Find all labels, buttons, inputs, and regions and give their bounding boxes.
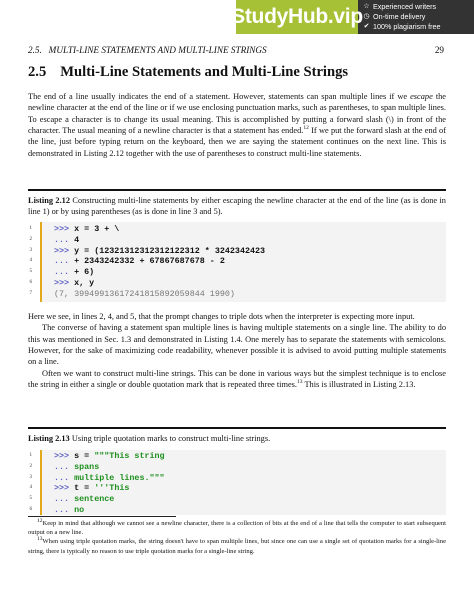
- footnote-text: When using triple quotation marks, the string doesn't have to span multiple lines, but since one can use a single set of quotation marks for a single-line string, there is typically no reason to use triple quotation marks for a single-line string.: [28, 538, 446, 555]
- line-number: 2: [29, 463, 32, 469]
- code-text: s =: [69, 451, 95, 461]
- footnote-ref[interactable]: 13: [297, 379, 303, 386]
- clock-icon: ◷: [363, 13, 370, 20]
- code-text: t =: [69, 483, 95, 494]
- feature-list: [362, 2, 472, 32]
- line-number: 7: [29, 290, 32, 296]
- code-text: + 6): [69, 267, 95, 278]
- code-prompt: >>>: [54, 483, 70, 494]
- running-header: [28, 45, 444, 55]
- code-text: x = 3 + \: [69, 224, 120, 234]
- code-line: [29, 267, 446, 278]
- line-number: 1: [29, 453, 32, 458]
- code-line: [29, 461, 446, 473]
- code-line: [29, 224, 446, 235]
- section-title: Multi-Line Statements and Multi-Line Strings: [60, 64, 349, 80]
- footnote-text: Keep in mind that although we cannot see a newline character, there is a collection of bits at the end of a line that tells the computer to start subsequent output on a new line.: [28, 520, 446, 537]
- code-line: [29, 234, 446, 246]
- line-number: 3: [29, 474, 32, 480]
- code-prompt: ...: [54, 494, 70, 505]
- code-prompt: >>>: [54, 451, 70, 461]
- code-prompt: ...: [54, 256, 70, 267]
- body-paragraphs: [28, 311, 446, 390]
- code-prompt: >>>: [54, 277, 70, 288]
- running-title: 2.5. MULTI-LINE STATEMENTS AND MULTI-LINE STRINGS: [28, 45, 267, 55]
- line-number: 6: [29, 279, 32, 285]
- line-number: 4: [29, 258, 32, 264]
- footnote-number: 13: [37, 536, 43, 543]
- star-icon: ☆: [363, 3, 370, 10]
- brand-name: StudyHub.vip: [231, 5, 363, 28]
- line-number: 2: [29, 236, 32, 242]
- code-string: """This string: [94, 451, 165, 461]
- code-line: [29, 483, 446, 494]
- paragraph: Here we see, in lines 2, 4, and 5, that the prompt changes to triple dots when the interpreter is expecting more input.: [28, 312, 415, 321]
- brand-logo[interactable]: [231, 0, 363, 34]
- code-string: no: [74, 504, 85, 515]
- feature-item: ☆ Experienced writers: [363, 2, 437, 11]
- section-heading: [28, 64, 348, 81]
- listing-caption: Listing 2.12 Constructing multi-line statements by either escaping the newline character at the end of the line (as is done in line 1) or by using parentheses (as is done in line 3 and 5).: [28, 196, 446, 217]
- line-number: 5: [29, 269, 32, 275]
- code-text: 4: [69, 234, 80, 245]
- feature-item: ✔ 100% plagiarism free: [363, 22, 441, 31]
- paragraph: The converse of having a statement span multiple lines is having multiple statements on a single line. The ability to do this was mentioned in Sec. 1.3 and demonstrated in Listing 1.4. One merely has to separate the statements with semicolons. However, for the sake of maximizing code readability, whenever possible it is advised to avoid putting multiple statements on a line.: [28, 323, 446, 367]
- line-number: 4: [29, 485, 32, 491]
- code-string: '''This: [94, 483, 130, 494]
- intro-paragraph: The end of a line usually indicates the end of a statement. However, statements can span multiple lines if we escape the newline character at the end of the line or if we use enclosing punctuation marks, such as parentheses, to span multiple lines. To escape a character is to change its usual meaning. This is accomplished by putting a forward slash (\) in front of the character. The usual meaning of a newline character is that a statement has ended.$^{12}$ If we put the forward slash at the end of the line, just before typing return on the keyboard, then we are saying the statement continues on the next line. This is demonstrated in Listing 2.12 together with the use of parentheses to construct multi-line statements.: [28, 92, 447, 158]
- footnote: [28, 519, 446, 537]
- code-line: [29, 494, 446, 505]
- code-prompt: ...: [54, 461, 70, 472]
- code-output: (7, 39949913617241815892059844 1990): [54, 288, 235, 299]
- code-prompt: >>>: [54, 245, 70, 256]
- footnote-rule: [28, 516, 176, 517]
- code-text: x, y: [69, 277, 95, 288]
- code-listing: [29, 450, 446, 515]
- line-number: 6: [29, 506, 32, 512]
- check-icon: ✔: [363, 23, 370, 30]
- code-line: [29, 245, 446, 257]
- footnotes: [28, 519, 446, 556]
- feature-item: ◷ On-time delivery: [363, 12, 426, 21]
- code-prompt: ...: [54, 504, 70, 515]
- code-line: [29, 288, 446, 300]
- footnote: [28, 537, 446, 555]
- code-line: [29, 504, 446, 516]
- line-number: 5: [29, 496, 32, 502]
- code-line: [29, 451, 446, 462]
- page-number: 29: [434, 45, 444, 55]
- code-prompt: ...: [54, 267, 70, 278]
- paragraph: Often we want to construct multi-line strings. This can be done in various ways but the simplest technique is to enclose the string in either a single or double quotation mark that is repeated three times.$^{13}$ This is illustrated in Listing 2.13.: [28, 368, 446, 390]
- code-line: [29, 472, 446, 484]
- code-prompt: >>>: [54, 224, 70, 234]
- code-string: spans: [74, 461, 100, 472]
- line-number: 3: [29, 247, 32, 253]
- code-string: sentence: [74, 494, 115, 505]
- code-prompt: ...: [54, 234, 70, 245]
- line-number: 1: [29, 226, 32, 231]
- listing-rule: [28, 189, 446, 191]
- code-line: [29, 256, 446, 267]
- code-text: + 2343242332 + 67867687678 - 2: [69, 256, 225, 267]
- code-text: y = (12321312312312122312 * 3242342423: [69, 245, 266, 256]
- code-listing: [29, 222, 446, 302]
- footnote-ref[interactable]: 12: [303, 125, 309, 132]
- ad-banner[interactable]: [231, 0, 474, 34]
- code-line: [29, 277, 446, 289]
- code-string: multiple lines.""": [74, 472, 165, 483]
- footnote-number: 12: [37, 517, 43, 524]
- listing-rule: [28, 427, 446, 429]
- listing-caption: Listing 2.13 Using triple quotation marks to construct multi-line strings.: [28, 434, 271, 443]
- section-number: 2.5: [28, 64, 47, 80]
- code-prompt: ...: [54, 472, 70, 483]
